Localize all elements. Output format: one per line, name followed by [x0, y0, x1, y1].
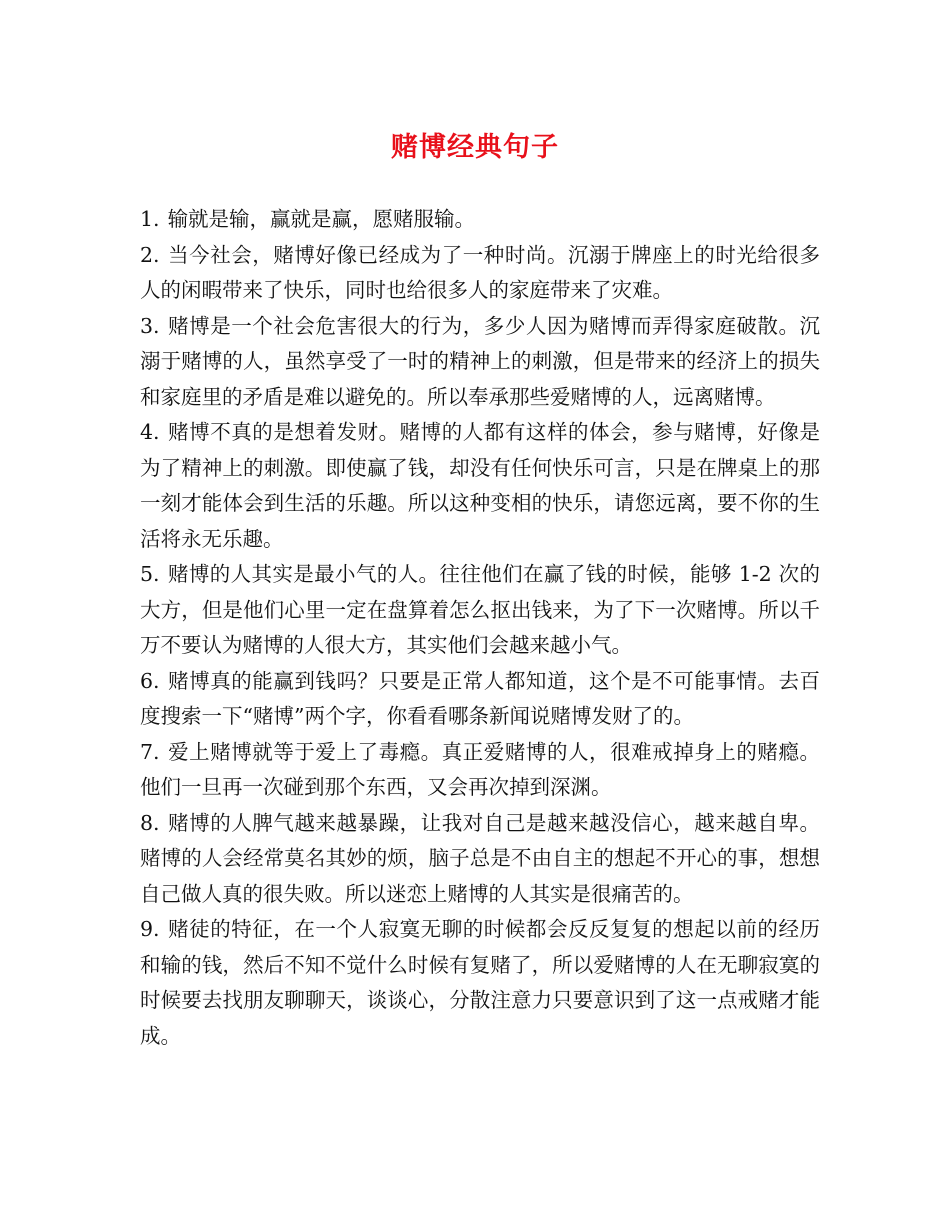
item-text: 输就是输，赢就是赢，愿赌服输。: [167, 207, 476, 231]
item-number: 9.: [140, 917, 160, 941]
list-item: [140, 202, 820, 238]
list-item: [140, 557, 820, 664]
item-text: 赌博不真的是想着发财。赌博的人都有这样的体会，参与赌博，好像是为了精神上的刺激。即使赢了钱，却没有任何快乐可言，只是在牌桌上的那一刻才能体会到生活的乐趣。所以这种变相的快乐，请您远离，要不你的生活将永无乐趣。: [140, 420, 820, 551]
item-number: 1.: [140, 207, 160, 231]
list-item: [140, 912, 820, 1054]
document-title: 赌博经典句子: [391, 132, 559, 163]
item-text: 赌博的人其实是最小气的人。往往他们在赢了钱的时候，能够 1-2 次的大方，但是他们心里一定在盘算着怎么抠出钱来，为了下一次赌博。所以千万不要认为赌博的人很大方，其实他们会越来越小气。: [140, 562, 820, 657]
list-item: [140, 735, 820, 806]
item-number: 4.: [140, 420, 160, 444]
list-item: [140, 415, 820, 557]
list-item: [140, 238, 820, 309]
item-number: 3.: [140, 313, 160, 338]
list-item: [140, 806, 820, 913]
item-number: 7.: [140, 739, 160, 764]
list-item: [140, 664, 820, 735]
item-number: 5.: [140, 562, 160, 586]
item-text: 赌博的人脾气越来越暴躁，让我对自己是越来越没信心，越来越自卑。赌博的人会经常莫名其妙的烦，脑子总是不由自主的想起不开心的事，想想自己做人真的很失败。所以迷恋上赌博的人其实是很痛苦的。: [140, 810, 820, 906]
item-text: 赌博是一个社会危害很大的行为，多少人因为赌博而弄得家庭破散。沉溺于赌博的人，虽然享受了一时的精神上的刺激，但是带来的经济上的损失和家庭里的矛盾是难以避免的。所以奉承那些爱赌博的人，远离赌博。: [140, 313, 820, 409]
item-text: 赌博真的能赢到钱吗？只要是正常人都知道，这个是不可能事情。去百度搜索一下“赌博”两个字，你看看哪条新闻说赌博发财了的。: [140, 668, 820, 728]
item-text: 赌徒的特征，在一个人寂寞无聊的时候都会反反复复的想起以前的经历和输的钱，然后不知不觉什么时候有复赌了，所以爱赌博的人在无聊寂寞的时候要去找朋友聊聊天，谈谈心，分散注意力只要意识到了这一点戒赌才能成。: [140, 917, 820, 1048]
item-number: 8.: [140, 810, 160, 835]
list-item: [140, 309, 820, 416]
item-text: 当今社会，赌博好像已经成为了一种时尚。沉溺于牌座上的时光给很多人的闲暇带来了快乐，同时也给很多人的家庭带来了灾难。: [140, 242, 820, 302]
item-number: 2.: [140, 242, 160, 267]
document-body: [140, 202, 820, 1054]
item-text: 爱上赌博就等于爱上了毒瘾。真正爱赌博的人，很难戒掉身上的赌瘾。他们一旦再一次碰到那个东西，又会再次掉到深渊。: [140, 739, 820, 799]
item-number: 6.: [140, 668, 160, 693]
